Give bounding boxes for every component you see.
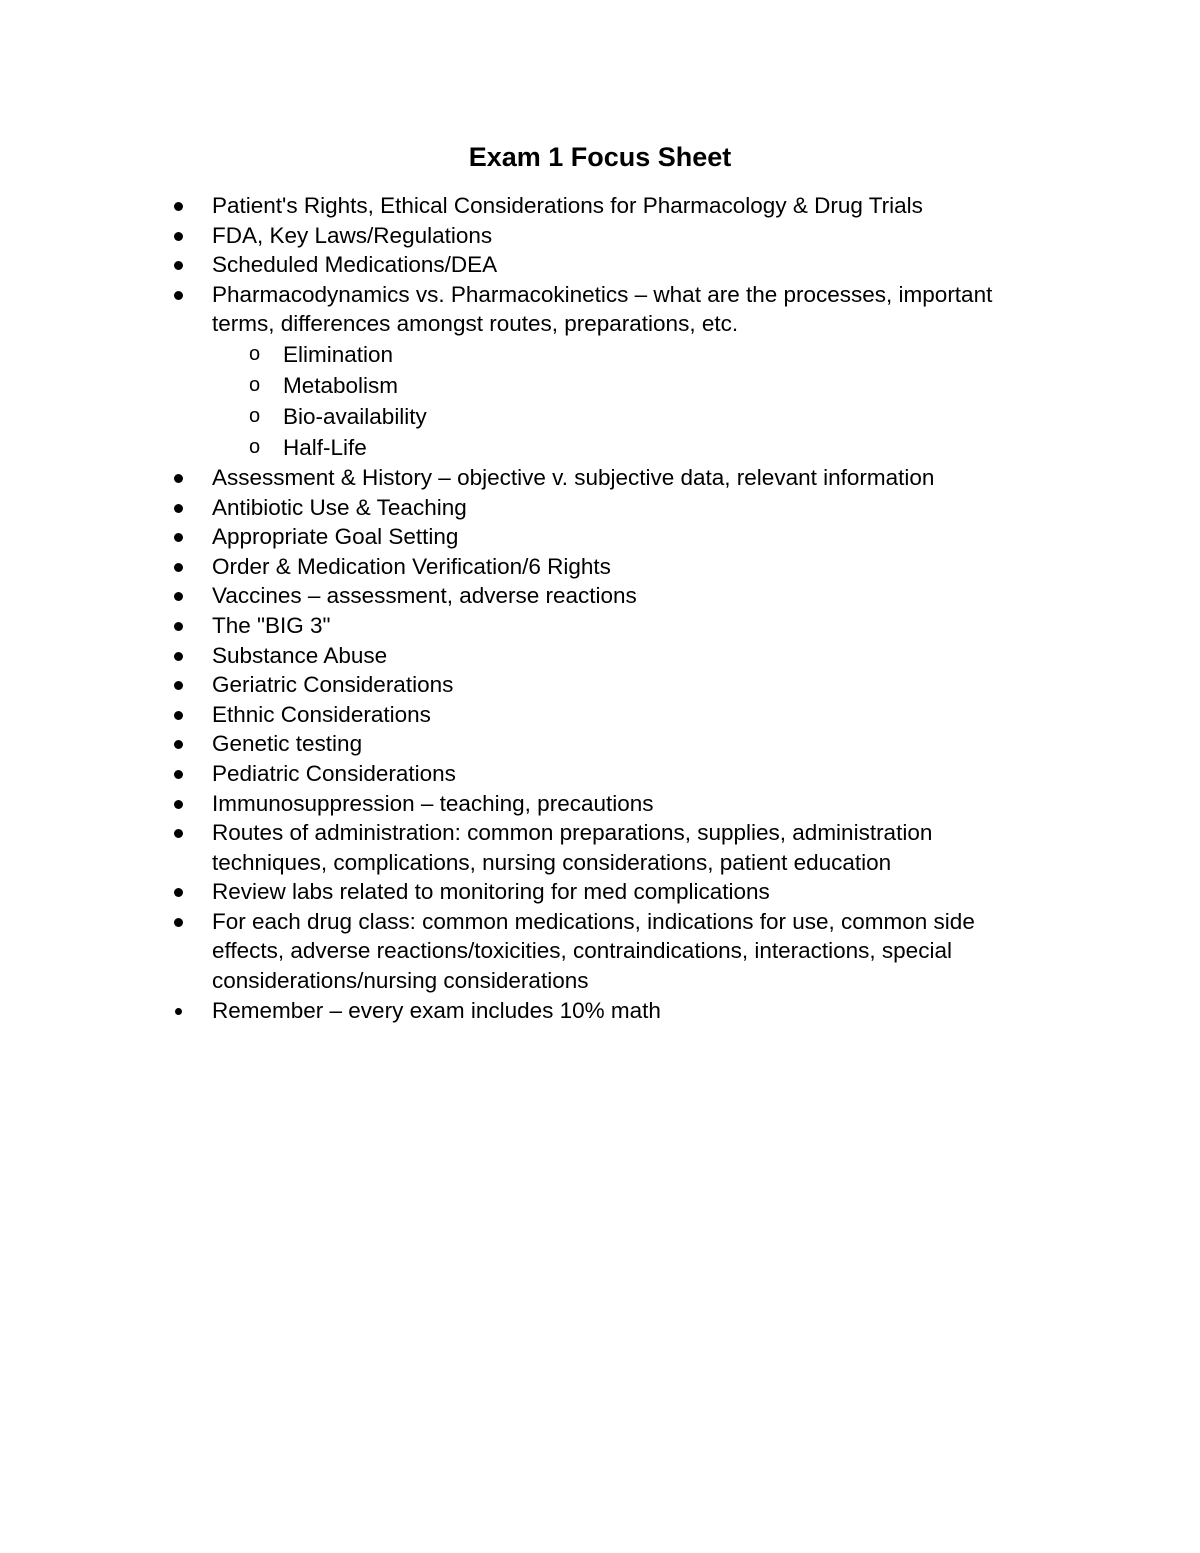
bullet-icon [175,1008,182,1015]
bullet-icon [174,829,183,838]
list-item-text: Genetic testing [212,731,363,757]
list-item [172,641,1042,671]
bullet-icon [174,918,183,927]
list-item-text: Routes of administration: common preparations, supplies, administration techniques, complications, nursing considerations, patient education [212,820,933,875]
list-item-text: The "BIG 3" [212,612,331,638]
list-item [172,700,1042,730]
list-item-text: Ethnic Considerations [212,701,431,727]
hollow-bullet-icon: o [249,435,261,458]
focus-list [172,191,1042,1025]
list-item [172,907,1042,996]
bullet-icon [174,888,183,897]
bullet-icon [174,740,183,749]
sub-list-item-text: Elimination [283,341,394,367]
list-item-text: Order & Medication Verification/6 Rights [212,553,611,579]
bullet-icon [174,770,183,779]
sub-list-item-text: Bio-availability [283,403,427,429]
list-item [172,729,1042,759]
list-item [172,463,1042,493]
bullet-icon [174,291,183,300]
list-item [172,818,1042,877]
list-item-text: Appropriate Goal Setting [212,524,459,550]
list-item-text: Pharmacodynamics vs. Pharmacokinetics – what are the processes, important terms, differences amongst routes, preparations, etc. [212,281,993,337]
list-item [172,552,1042,582]
list-item-text: FDA, Key Laws/Regulations [212,222,493,248]
bullet-icon [174,202,183,211]
list-item [172,877,1042,907]
hollow-bullet-icon: o [249,404,261,427]
list-item [172,611,1042,641]
list-item [172,789,1042,819]
list-item [172,221,1042,251]
bullet-icon [174,504,183,513]
bullet-icon [174,563,183,572]
sub-list [172,339,1042,463]
bullet-icon [174,232,183,241]
sub-list-item [172,401,1042,432]
list-item-text: Scheduled Medications/DEA [212,252,498,278]
bullet-icon [174,474,183,483]
bullet-icon [174,681,183,690]
list-item-text: Vaccines – assessment, adverse reactions [212,583,637,609]
list-item [172,493,1042,523]
list-item-text: Review labs related to monitoring for med complications [212,879,770,905]
list-item [172,759,1042,789]
list-item-text: Geriatric Considerations [212,672,454,698]
list-item [172,280,1042,463]
sub-list-item [172,370,1042,401]
sub-list-item [172,339,1042,370]
list-item-text: Remember – every exam includes 10% math [212,997,661,1023]
list-item-text: Antibiotic Use & Teaching [212,494,467,520]
list-item-text: Patient's Rights, Ethical Considerations for Pharmacology & Drug Trials [212,193,923,218]
bullet-icon [174,533,183,542]
list-item [172,581,1042,611]
sub-list-item [172,432,1042,463]
list-item [172,670,1042,700]
bullet-icon [174,261,183,270]
page-title: Exam 1 Focus Sheet [468,142,732,172]
hollow-bullet-icon: o [249,342,261,365]
bullet-icon [174,711,183,720]
bullet-icon [174,652,183,661]
list-item-text: Immunosuppression – teaching, precautions [212,790,654,816]
list-item [172,996,1042,1026]
sub-list-item-text: Metabolism [283,372,399,398]
list-item-text: Substance Abuse [212,642,388,668]
bullet-icon [174,800,183,809]
hollow-bullet-icon: o [249,373,261,396]
list-item [172,191,1042,221]
bullet-icon [174,622,183,631]
list-item-text: Assessment & History – objective v. subjective data, relevant information [212,464,935,490]
sub-list-item-text: Half-Life [283,434,367,460]
bullet-icon [174,592,183,601]
list-item [172,250,1042,280]
list-item [172,522,1042,552]
list-item-text: Pediatric Considerations [212,760,456,786]
list-item-text: For each drug class: common medications, indications for use, common side effects, adverse reactions/toxicities, contraindications, interactions, special considerations/nursing considerations [212,908,975,994]
